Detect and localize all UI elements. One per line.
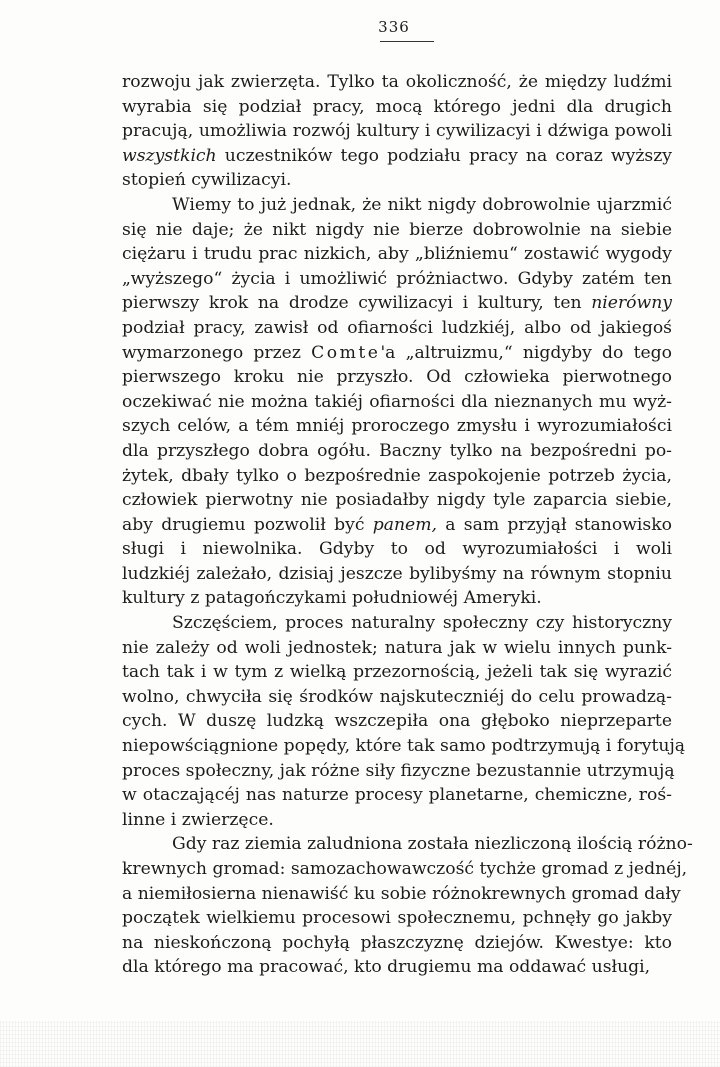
page-number-rule xyxy=(380,41,434,42)
text-line: wolno, chwyciła się środków najskuteczniéj do celu prowadzą- xyxy=(122,686,672,707)
text-line: ludzkiéj zależało, dzisiaj jeszcze bylibyśmy na równym stopniu xyxy=(122,563,672,584)
scan-margin-noise xyxy=(0,1021,720,1067)
text-line: dla którego ma pracować, kto drugiemu ma oddawać usługi, xyxy=(122,957,651,978)
text-line: wszystkich uczestników tego podziału pracy na coraz wyższy xyxy=(122,145,672,166)
paragraph xyxy=(122,611,686,832)
text-line: wyrabia się podział pracy, mocą którego jedni dla drugich xyxy=(122,96,672,117)
text-line: niepowściągnione popędy, które tak samo podtrzymują i forytują xyxy=(122,736,686,757)
text-line: linne i zwierzęce. xyxy=(122,809,274,830)
text-line: proces społeczny, jak różne siły fizyczne bezustannie utrzymują xyxy=(122,760,675,781)
text-line: oczekiwać nie można takiéj ofiarności dla nieznanych mu wyż- xyxy=(122,391,672,412)
text-line: aby drugiemu pozwolił być panem, a sam przyjął stanowisko xyxy=(122,514,672,535)
text-line: pierwszy krok na drodze cywilizacyi i kultury, ten nierówny xyxy=(122,293,672,314)
text-line: rozwoju jak zwierzęta. Tylko ta okoliczność, że między ludźmi xyxy=(122,72,672,92)
text-line: „wyższego“ życia i umożliwić próżniactwo. Gdyby zatém ten xyxy=(122,268,672,289)
page-number: 336 xyxy=(378,18,410,36)
text-line: tach tak i w tym z wielką przezornością, jeżeli tak się wyrazić xyxy=(122,662,672,683)
text-line: sługi i niewolnika. Gdyby to od wyrozumiałości i woli xyxy=(122,539,672,560)
text-line: a niemiłosierna nienawiść ku sobie różnokrewnych gromad dały xyxy=(122,883,681,904)
text-line: dla przyszłego dobra ogółu. Baczny tylko na bezpośredni po- xyxy=(122,440,672,461)
text-line: początek wielkiemu procesowi społecznemu, pchnęły go jakby xyxy=(122,908,672,929)
text-line: się nie daje; że nikt nigdy nie bierze dobrowolnie na siebie xyxy=(122,219,672,240)
paragraph xyxy=(122,832,693,980)
text-line: cych. W duszę ludzką wszczepiła ona głęboko nieprzeparte xyxy=(122,711,672,732)
text-line: na nieskończoną pochyłą płaszczyznę dziejów. Kwestye: kto xyxy=(122,932,672,953)
paragraph xyxy=(122,193,672,611)
text-line: ciężaru i trudu prac nizkich, aby „bliźniemu“ zostawić wygody xyxy=(122,244,672,265)
text-line: Wiemy to już jednak, że nikt nigdy dobrowolnie ujarzmić xyxy=(172,194,672,215)
text-line: podział pracy, zawisł od ofiarności ludzkiéj, albo od jakiegoś xyxy=(122,317,672,338)
text-line: nie zależy od woli jednostek; natura jak w wielu innych punk- xyxy=(122,637,672,658)
text-line: wymarzonego przez Comte'a „altruizmu,“ nigdyby do tego xyxy=(122,342,672,363)
text-line: szych celów, a tém mniéj proroczego zmysłu i wyrozumiałości xyxy=(122,416,672,437)
body-text xyxy=(122,70,693,980)
text-line: Szczęściem, proces naturalny społeczny czy historyczny xyxy=(172,613,672,634)
text-line: w otaczającéj nas naturze procesy planetarne, chemiczne, roś- xyxy=(122,785,672,806)
text-line: człowiek pierwotny nie posiadałby nigdy tyle zaparcia siebie, xyxy=(122,490,672,511)
text-line: Gdy raz ziemia zaludniona została niezliczoną ilością różno- xyxy=(172,834,693,855)
text-line: stopień cywilizacyi. xyxy=(122,170,292,191)
text-line: kultury z patagończykami południowéj Ameryki. xyxy=(122,588,542,609)
paragraph xyxy=(122,70,672,193)
text-line: pierwszego kroku nie przyszło. Od człowieka pierwotnego xyxy=(122,367,672,388)
text-line: pracują, umożliwia rozwój kultury i cywilizacyi i dźwiga powoli xyxy=(122,121,672,142)
text-line: krewnych gromad: samozachowawczość tychże gromad z jednéj, xyxy=(122,859,688,879)
text-line: żytek, dbały tylko o bezpośrednie zaspokojenie potrzeb życia, xyxy=(122,465,672,486)
